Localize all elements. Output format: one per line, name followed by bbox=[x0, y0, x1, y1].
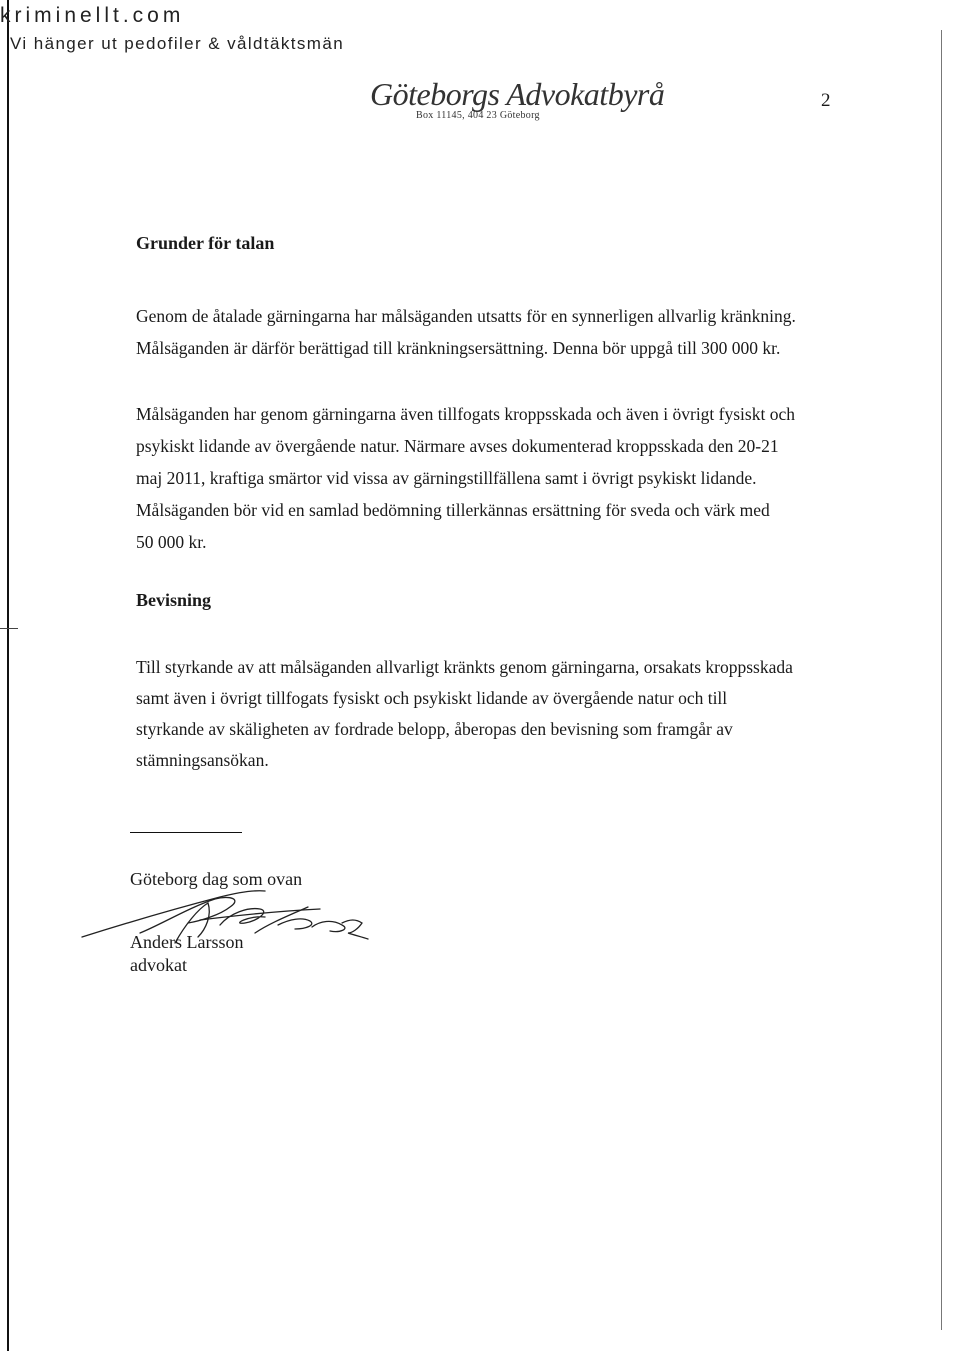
paragraph-injury bbox=[136, 398, 836, 558]
scan-mark bbox=[0, 628, 18, 629]
firm-name: Göteborgs Advokatbyrå bbox=[370, 76, 665, 112]
closing-place-date: Göteborg dag som ovan bbox=[130, 869, 303, 889]
signature-rule bbox=[130, 832, 242, 833]
text-line: styrkande av skäligheten av fordrade belopp, åberopas den bevisning som framgår av bbox=[136, 719, 733, 739]
handwritten-signature bbox=[80, 885, 380, 965]
text-line: stämningsansökan. bbox=[136, 750, 269, 770]
page-number: 2 bbox=[821, 90, 831, 111]
text-line: maj 2011, kraftiga smärtor vid vissa av gärningstillfällena samt i övrigt psykiskt lidande. bbox=[136, 468, 757, 488]
watermark-site: kriminellt.com bbox=[0, 4, 185, 27]
right-border-rule bbox=[941, 30, 942, 1330]
watermark-tagline: Vi hänger ut pedofiler & våldtäktsmän bbox=[10, 34, 345, 53]
heading-grounds: Grunder för talan bbox=[136, 233, 275, 253]
text-line: Genom de åtalade gärningarna har målsäganden utsatts för en synnerligen allvarlig kränkning. bbox=[136, 306, 796, 326]
heading-evidence: Bevisning bbox=[136, 590, 212, 610]
paragraph-damages bbox=[136, 300, 836, 364]
signer-title: advokat bbox=[130, 955, 187, 975]
text-line: 50 000 kr. bbox=[136, 532, 207, 552]
text-line: psykiskt lidande av övergående natur. Närmare avses dokumenterad kroppsskada den 20-21 bbox=[136, 436, 779, 456]
text-line: Målsäganden bör vid en samlad bedömning tillerkännas ersättning för sveda och värk med bbox=[136, 500, 770, 520]
text-line: Till styrkande av att målsäganden allvarligt kränkts genom gärningarna, orsakats kroppsskada bbox=[136, 657, 793, 677]
text-line: samt även i övrigt tillfogats fysiskt och psykiskt lidande av övergående natur och till bbox=[136, 688, 728, 708]
signer-name: Anders Larsson bbox=[130, 932, 244, 952]
paragraph-evidence bbox=[136, 652, 836, 776]
left-border-rule bbox=[7, 0, 9, 1351]
text-line: Målsäganden är därför berättigad till kränkningsersättning. Denna bör uppgå till 300 000 kr. bbox=[136, 338, 781, 358]
firm-address: Box 11145, 404 23 Göteborg bbox=[416, 110, 540, 121]
text-line: Målsäganden har genom gärningarna även tillfogats kroppsskada och även i övrigt fysiskt och bbox=[136, 404, 795, 424]
